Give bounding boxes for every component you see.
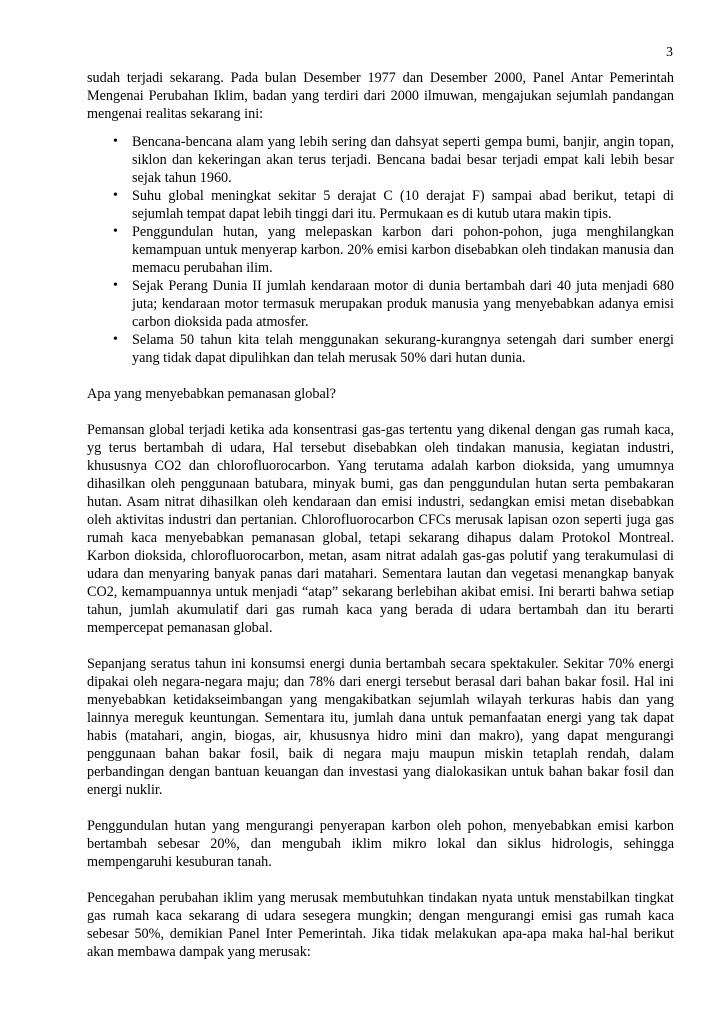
bullet-icon: • [113,332,118,347]
section-question: Apa yang menyebabkan pemanasan global? [87,386,336,402]
bullet-item [87,331,674,367]
bullet-icon: • [113,278,118,293]
page-number: 3 [666,45,673,60]
bullet-text: Selama 50 tahun kita telah menggunakan sekurang-kurangnya setengah dari sumber energi yang tidak dapat dipulihkan dan telah merusak 50% dari hutan dunia. [132,332,674,366]
bullet-item [87,187,674,223]
bullet-item [87,133,674,187]
bullet-text: Sejak Perang Dunia II jumlah kendaraan motor di dunia bertambah dari 40 juta menjadi 680 juta; kendaraan motor termasuk merupakan produk manusia yang menyebabkan adanya emisi carbon dioksida pada atmosfer. [132,278,674,330]
bullet-item [87,223,674,277]
bullet-icon: • [113,224,118,239]
bullet-text: Penggundulan hutan, yang melepaskan karbon dari pohon-pohon, juga menghilangkan kemampuan untuk menyerap karbon. 20% emisi karbon disebabkan oleh tindakan manusia dan memacu perubahan ilim. [132,224,674,276]
bullet-icon: • [113,188,118,203]
document-body [87,69,674,979]
bullet-item [87,277,674,331]
intro-paragraph: sudah terjadi sekarang. Pada bulan Desember 1977 dan Desember 2000, Panel Antar Pemerintah Mengenai Perubahan Iklim, badan yang terdiri dari 2000 ilmuwan, mengajukan sejumlah pandangan mengenai realitas sekarang ini: [87,70,674,122]
body-paragraph: Sepanjang seratus tahun ini konsumsi energi dunia bertambah secara spektakuler. Sekitar 70% energi dipakai oleh negara-negara maju; dan 78% dari energi tersebut berasal dari bahan bakar fosil. Hal ini menyebabkan ketidakseimbangan yang mengakibatkan sejumlah wilayah terkuras habis dan yang lainnya mereguk keuntungan. Sementara itu, jumlah dana untuk pemanfaatan energi yang tak dapat habis (matahari, angin, biogas, air, khususnya hidro mini dan makro), yang dapat mengurangi penggunaan bahan bakar fosil, baik di negara maju maupun miskin tetaplah rendah, dalam perbandingan dengan bantuan keuangan dan investasi yang dialokasikan untuk bahan bakar fosil dan energi nuklir. [87,656,674,798]
bullet-text: Bencana-bencana alam yang lebih sering dan dahsyat seperti gempa bumi, banjir, angin topan, siklon dan kekeringan akan terus terjadi. Bencana badai besar terjadi empat kali lebih besar sejak tahun 1960. [132,134,674,186]
bullet-icon: • [113,134,118,149]
bullet-list [87,133,674,367]
body-paragraph: Penggundulan hutan yang mengurangi penyerapan karbon oleh pohon, menyebabkan emisi karbon bertambah sebesar 20%, dan mengubah iklim mikro lokal dan siklus hidrologis, sehingga mempengaruhi kesuburan tanah. [87,818,674,870]
body-paragraph: Pencegahan perubahan iklim yang merusak membutuhkan tindakan nyata untuk menstabilkan tingkat gas rumah kaca sekarang di udara sesegera mungkin; dengan mengurangi emisi gas rumah kaca sebesar 50%, demikian Panel Inter Pemerintah. Jika tidak melakukan apa-apa maka hal-hal berikut akan membawa dampak yang merusak: [87,890,674,960]
body-paragraph: Pemansan global terjadi ketika ada konsentrasi gas-gas tertentu yang dikenal dengan gas rumah kaca, yg terus bertambah di udara, Hal tersebut disebabkan oleh tindakan manusia, kegiatan industri, khususnya CO2 dan chlorofluorocarbon. Yang terutama adalah karbon dioksida, yang umumnya dihasilkan oleh penggunaan batubara, minyak bumi, gas dan penggundulan hutan serta pembakaran hutan. Asam nitrat dihasilkan oleh kendaraan dan emisi industri, sedangkan emisi metan disebabkan oleh aktivitas industri dan pertanian. Chlorofluorocarbon CFCs merusak lapisan ozon seperti juga gas rumah kaca menyebabkan pemanasan global, tetapi sekarang dihapus dalam Protokol Montreal. Karbon dioksida, chlorofluorocarbon, metan, asam nitrat adalah gas-gas polutif yang terakumulasi di udara dan menyaring banyak panas dari matahari. Sementara lautan dan vegetasi menangkap banyak CO2, kemampuannya untuk menjadi “atap” sekarang berlebihan akibat emisi. Ini berarti bahwa setiap tahun, jumlah akumulatif dari gas rumah kaca yang berada di udara bertambah dan itu berarti mempercepat pemanasan global. [87,422,674,636]
bullet-text: Suhu global meningkat sekitar 5 derajat C (10 derajat F) sampai abad berikut, tetapi di sejumlah tempat dapat lebih tinggi dari itu. Permukaan es di kutub utara makin tipis. [132,188,674,222]
